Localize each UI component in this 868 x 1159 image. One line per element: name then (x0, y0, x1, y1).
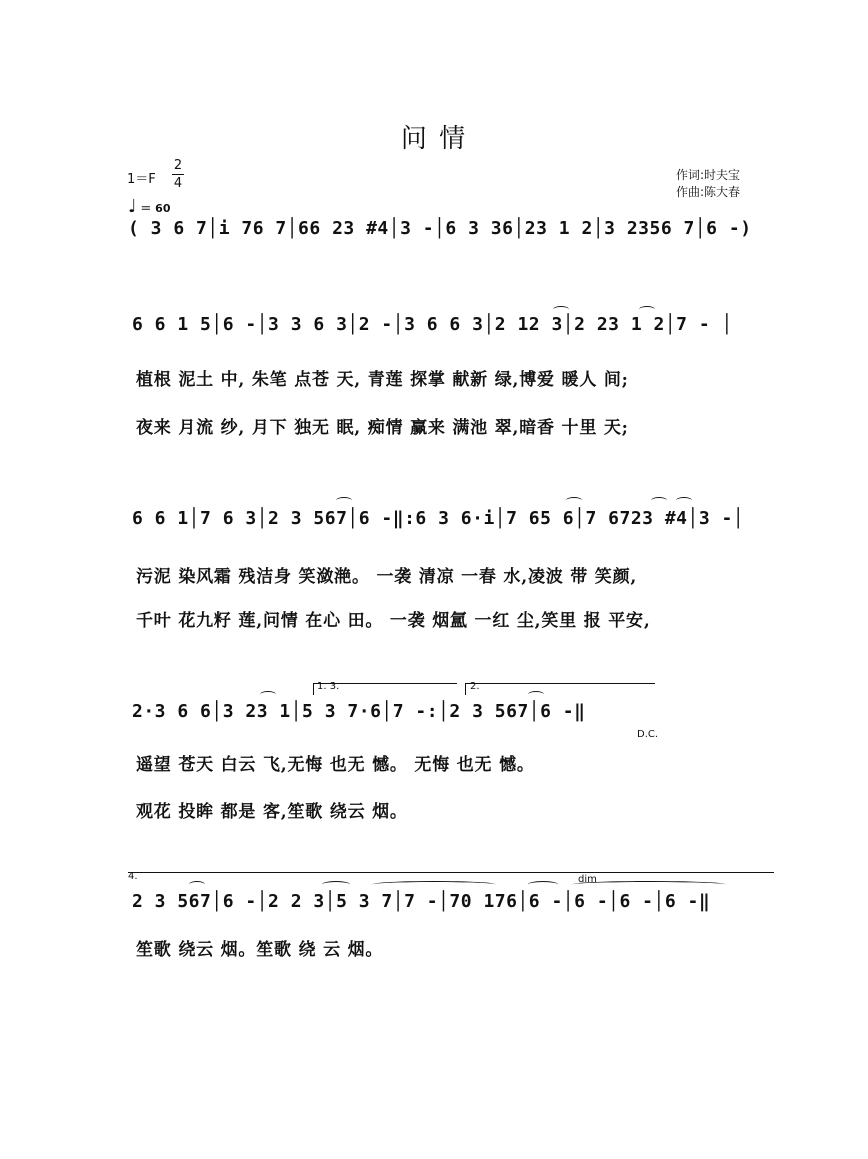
notation-line-4: 2 3 567│6 -│2 2 3│5 3 7│7 -│70 176│6 -│6 -│6 -│6 -‖ (132, 891, 711, 912)
lyrics-line-1-verse-2: 夜来 月流 纱, 月下 独无 眠, 痴情 赢来 满池 翠,暗香 十里 天; (136, 418, 629, 438)
lyrics-line-2-verse-1: 污泥 染风霜 残洁身 笑潋滟。 一袭 清凉 一春 水,凌波 带 笑颜, (136, 567, 638, 587)
volta-2-label: 2. (470, 681, 480, 692)
time-signature-bottom: 4 (173, 176, 183, 191)
lyricist-credit: 作词:时夫宝 (676, 168, 741, 182)
time-signature-top: 2 (173, 158, 183, 173)
notation-line-1: 6 6 1 5│6 -│3 3 6 3│2 -│3 6 6 3│2 12 3│2 23 1 2│7 - │ (132, 314, 733, 335)
slur-mark (336, 497, 352, 504)
slur-mark (676, 497, 692, 504)
volta-bracket-2 (465, 683, 655, 684)
diminuendo-marking: dim (578, 874, 597, 885)
slur-mark (372, 881, 496, 888)
lyrics-line-2-verse-2: 千叶 花九籽 莲,问情 在心 田。 一袭 烟氲 一红 尘,笑里 报 平安, (136, 611, 651, 631)
slur-mark (572, 881, 726, 888)
tempo-marking (128, 196, 170, 217)
slur-mark (189, 881, 205, 888)
tempo-value: ＝ 60 (140, 202, 171, 215)
quarter-note-icon: ♩ (128, 196, 137, 217)
time-signature (170, 157, 186, 192)
slur-mark (651, 497, 667, 504)
volta-bracket-1-edge (313, 683, 314, 695)
lyrics-line-1-verse-1: 植根 泥土 中, 朱笔 点苍 天, 青莲 探掌 献新 绿,博爱 暖人 间; (136, 370, 629, 390)
volta-bracket-4 (128, 872, 774, 873)
slur-mark (528, 881, 558, 888)
lyrics-line-3-verse-1: 遥望 苍天 白云 飞,无悔 也无 憾。 无悔 也无 憾。 (136, 755, 535, 775)
volta-bracket-2-edge (465, 683, 466, 695)
song-title: 问 情 (400, 124, 468, 154)
slur-mark (639, 306, 655, 313)
slur-mark (322, 881, 350, 888)
lyrics-line-4: 笙歌 绕云 烟。笙歌 绕 云 烟。 (136, 940, 384, 960)
slur-mark (566, 497, 582, 504)
lyrics-line-3-verse-2: 观花 投眸 都是 客,笙歌 绕云 烟。 (136, 802, 408, 822)
composer-credit: 作曲:陈大春 (676, 185, 741, 199)
volta-4-label: 4. (128, 871, 138, 882)
volta-1-label: 1. 3. (317, 681, 340, 692)
slur-mark (553, 306, 569, 313)
slur-mark (528, 691, 544, 698)
key-signature: 1＝F (127, 172, 156, 187)
da-capo-marking: D.C. (637, 729, 659, 740)
slur-mark (260, 691, 276, 698)
notation-line-2: 6 6 1│7 6 3│2 3 567│6 -‖:6 3 6·i│7 65 6│7 6723 #4│3 -│ (132, 508, 745, 529)
notation-line-3: 2·3 6 6│3 23 1│5 3 7·6│7 -:│2 3 567│6 -‖ (132, 701, 586, 722)
notation-line-intro: ( 3 6 7│i 76 7│66 23 #4│3 -│6 3 36│23 1 2│3 2356 7│6 -) (128, 218, 752, 239)
